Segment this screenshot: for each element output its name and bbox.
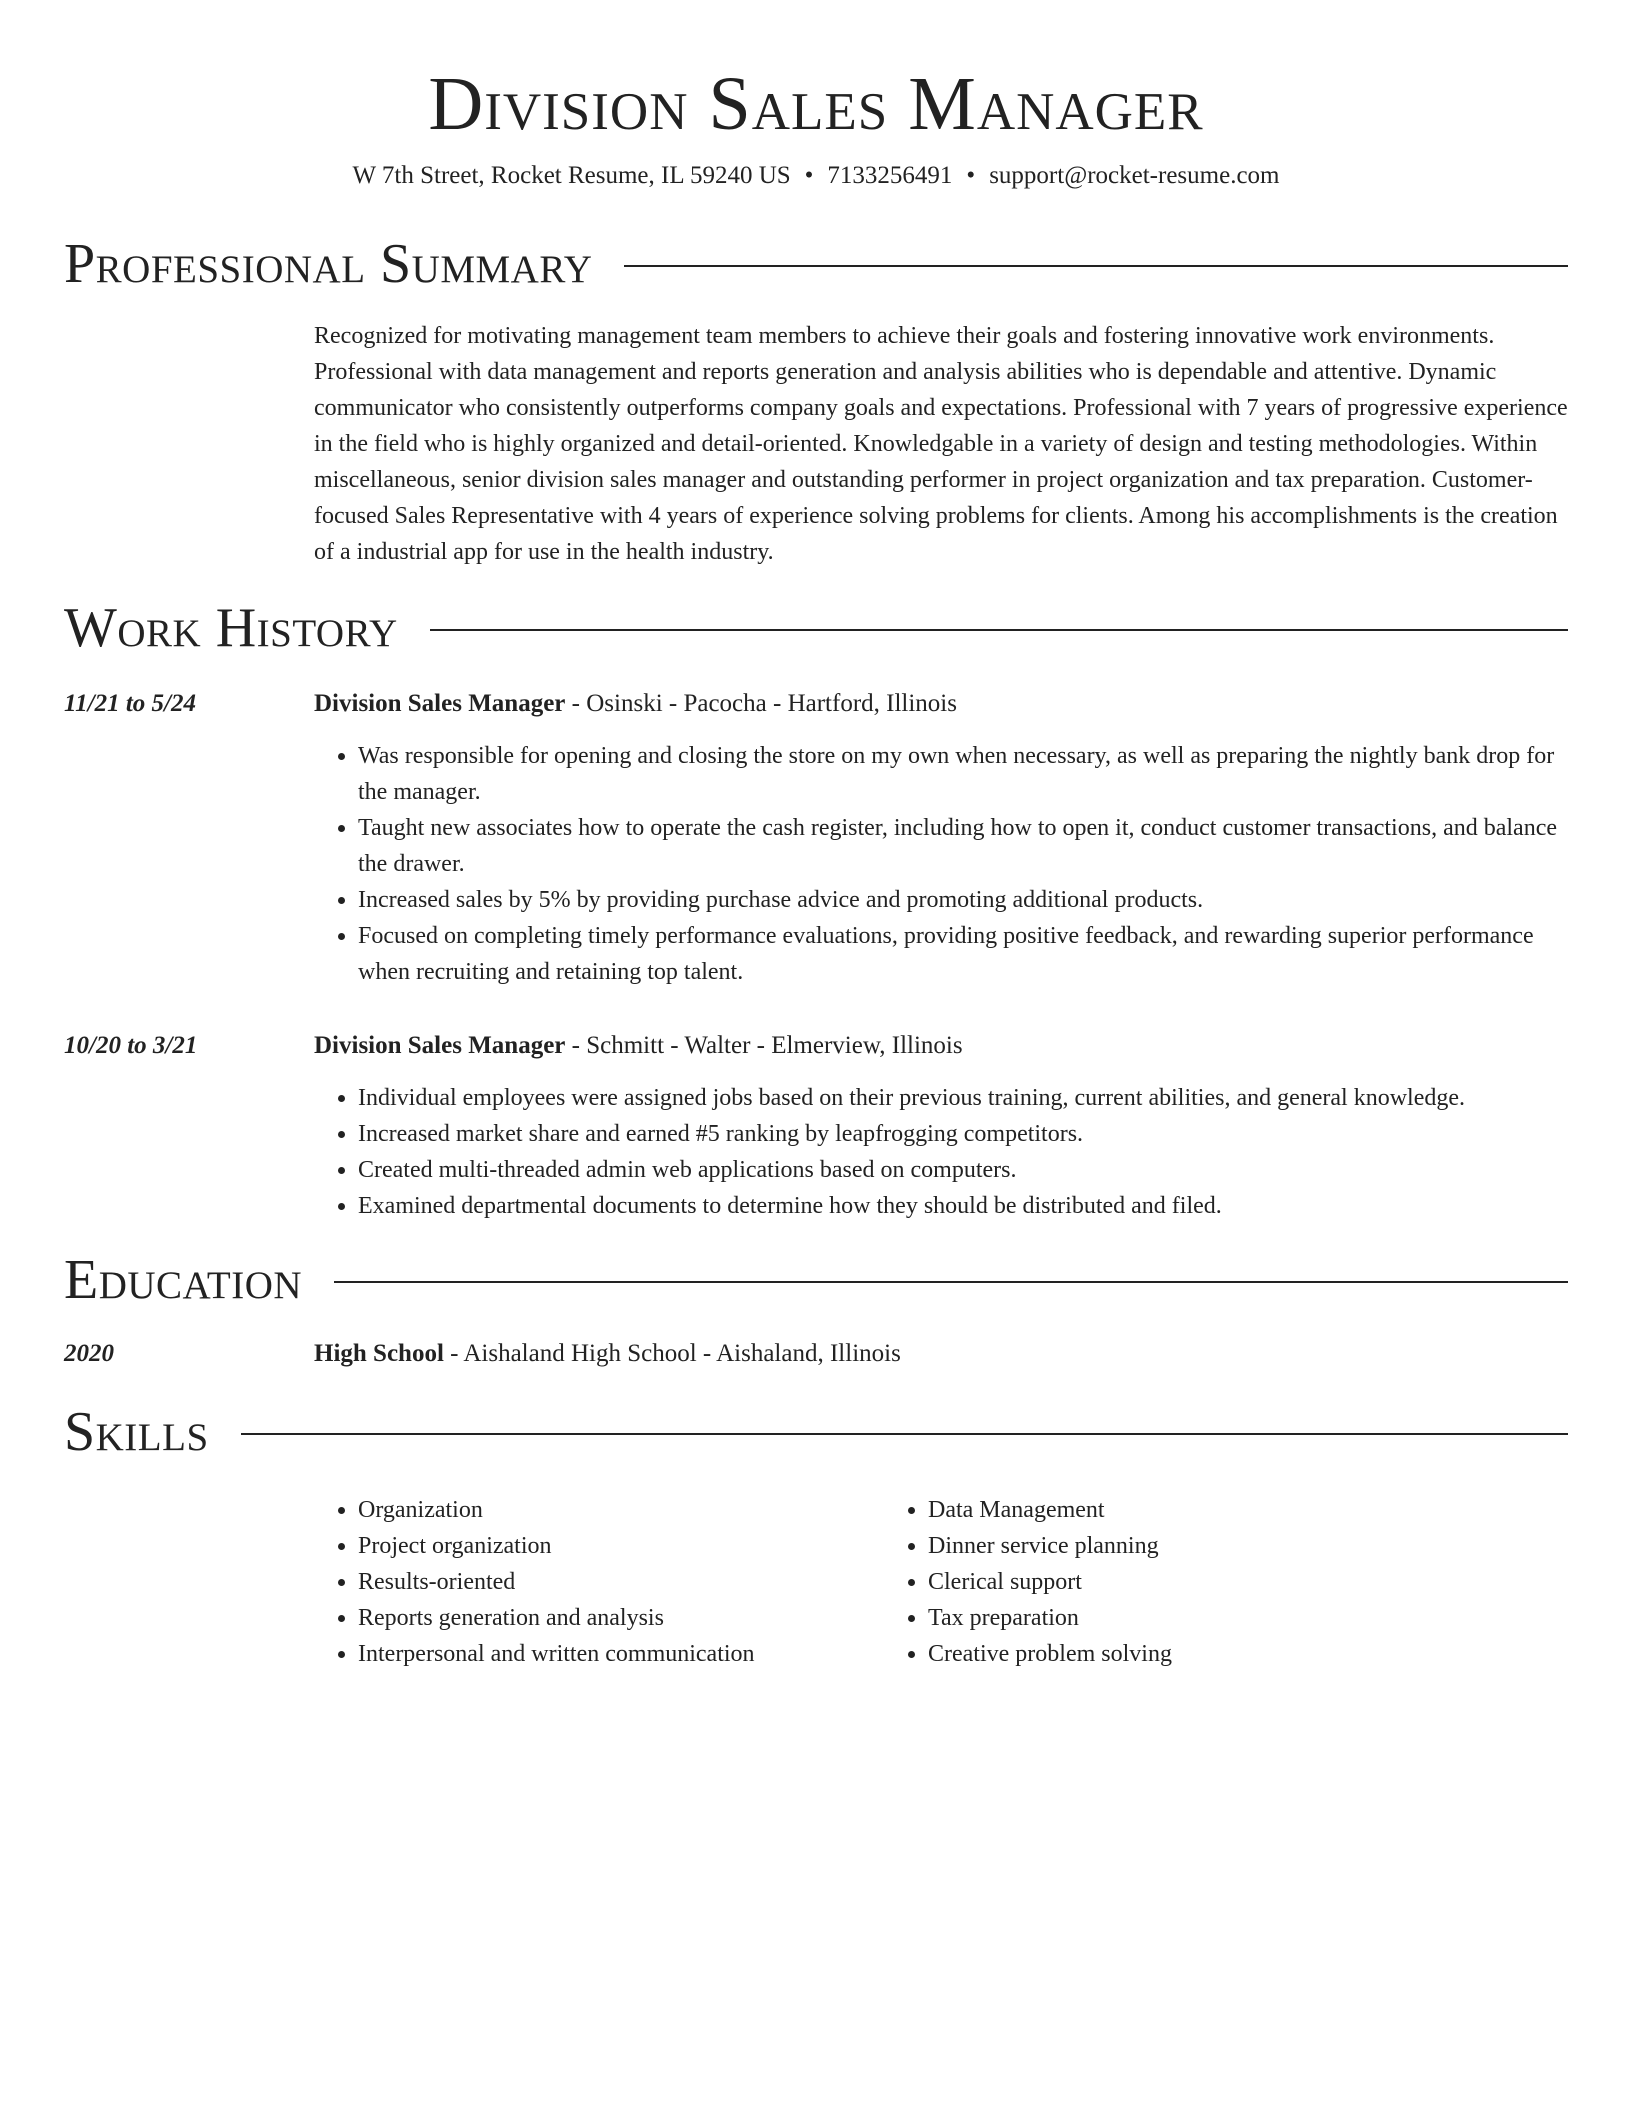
section-divider (334, 1281, 1568, 1283)
work-section-title: Work History (64, 597, 398, 659)
section-divider (624, 265, 1568, 267)
section-divider (241, 1433, 1568, 1435)
job-bullet: • Was responsible for opening and closing the store on my own when necessary, as well as preparing the nightly bank drop for the manager. (358, 738, 1568, 810)
skill-item: • Creative problem solving (928, 1636, 1444, 1672)
skills-row (64, 1492, 1568, 1672)
job-bullet: • Increased sales by 5% by providing purchase advice and promoting additional products. (358, 882, 1568, 918)
skill-item: • Organization (358, 1492, 884, 1528)
job-bullet: • Examined departmental documents to determine how they should be distributed and filed. (358, 1188, 1568, 1224)
skill-item: • Data Management (928, 1492, 1444, 1528)
resume-name: Division Sales Manager (428, 62, 1204, 146)
education-degree: High School (314, 1340, 444, 1367)
summary-left-spacer (64, 318, 314, 570)
job-dates: 10/20 to 3/21 (64, 1032, 198, 1059)
job-role: Division Sales Manager (314, 1032, 566, 1059)
job-details: - Schmitt - Walter - Elmerview, Illinois (565, 1032, 963, 1059)
skill-item: • Results-oriented (358, 1564, 884, 1600)
job-title-line (314, 686, 1568, 722)
skills-section-header (64, 1398, 1568, 1466)
skill-item: • Project organization (358, 1528, 884, 1564)
skill-item: • Dinner service planning (928, 1528, 1444, 1564)
summary-text: Recognized for motivating management team members to achieve their goals and fostering innovative work environments. Professional with data management and reports generation and analysis abilities who is dependable and attentive. Dynamic communicator who consistently outperforms company goals and expectations. Professional with 7 years of progressive experience in the field who is highly organized and detail-oriented. Knowledgable in a variety of design and testing methodologies. Within miscellaneous, senior division sales manager and outstanding performer in project organization and tax preparation. Customer-focused Sales Representative with 4 years of experience solving problems for clients. Among his accomplishments is the creation of a industrial app for use in the health industry. (314, 323, 1568, 565)
skill-item: • Clerical support (928, 1564, 1444, 1600)
skills-left-spacer (64, 1492, 314, 1672)
summary-row (64, 318, 1568, 570)
education-year: 2020 (64, 1340, 114, 1367)
job-role: Division Sales Manager (314, 690, 566, 717)
section-divider (430, 629, 1568, 631)
job-bullets (314, 1080, 1568, 1224)
contact-address: W 7th Street, Rocket Resume, IL 59240 US (352, 162, 791, 189)
skills-list-right (884, 1492, 1444, 1672)
skills-list-left (314, 1492, 884, 1672)
education-section-title: Education (64, 1249, 303, 1311)
education-entry (64, 1336, 1568, 1372)
job-entry (64, 1028, 1568, 1224)
job-details: - Osinski - Pacocha - Hartford, Illinois (565, 690, 957, 717)
skills-section-title: Skills (64, 1401, 209, 1463)
job-bullet: • Created multi-threaded admin web applications based on computers. (358, 1152, 1568, 1188)
job-title-line (314, 1028, 1568, 1064)
skills-columns (314, 1492, 1568, 1672)
contact-separator: • (804, 162, 814, 189)
contact-separator: • (966, 162, 976, 189)
job-dates: 11/21 to 5/24 (64, 690, 196, 717)
skill-item: • Tax preparation (928, 1600, 1444, 1636)
job-bullet: • Increased market share and earned #5 ranking by leapfrogging competitors. (358, 1116, 1568, 1152)
job-entry (64, 686, 1568, 990)
summary-section-title: Professional Summary (64, 233, 593, 295)
contact-line (64, 160, 1568, 194)
summary-section-header (64, 230, 1568, 298)
contact-email: support@rocket-resume.com (989, 162, 1280, 189)
skill-item: • Interpersonal and written communication (358, 1636, 884, 1672)
job-bullets (314, 738, 1568, 990)
contact-phone: 7133256491 (827, 162, 953, 189)
education-section-header (64, 1246, 1568, 1314)
skill-item: • Reports generation and analysis (358, 1600, 884, 1636)
education-details: - Aishaland High School - Aishaland, Illinois (443, 1340, 901, 1367)
job-bullet: • Taught new associates how to operate the cash register, including how to open it, conduct customer transactions, and balance the drawer. (358, 810, 1568, 882)
job-bullet: • Individual employees were assigned jobs based on their previous training, current abilities, and general knowledge. (358, 1080, 1568, 1116)
education-line (314, 1336, 1568, 1372)
work-section-header (64, 594, 1568, 662)
job-bullet: • Focused on completing timely performance evaluations, providing positive feedback, and rewarding superior performance when recruiting and retaining top talent. (358, 918, 1568, 990)
